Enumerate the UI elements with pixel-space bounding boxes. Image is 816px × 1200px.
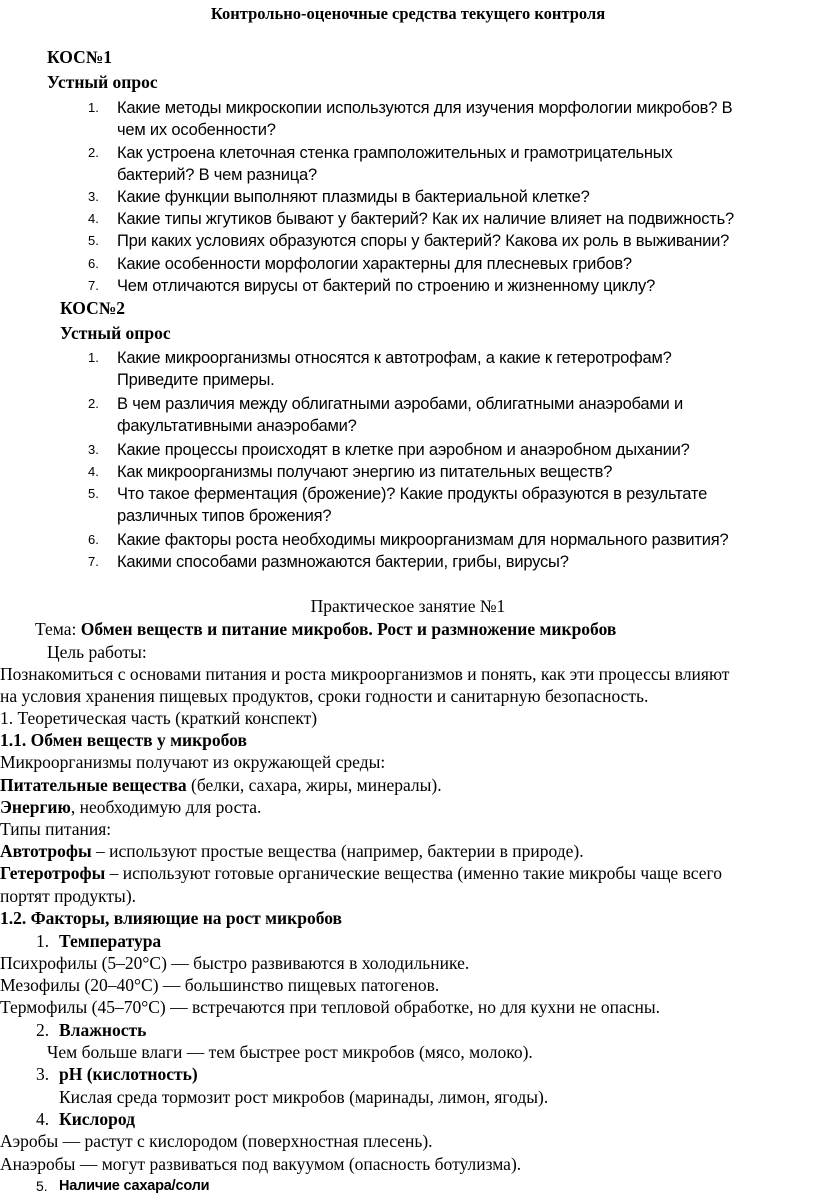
- paragraph: [0, 796, 261, 818]
- term: Питательные вещества: [0, 775, 187, 795]
- list-item: чем их особенности?: [117, 121, 276, 139]
- term-desc: (белки, сахара, жиры, минералы).: [186, 775, 442, 795]
- factor-heading: Влажность: [59, 1020, 147, 1040]
- list-item: При каких условиях образуются споры у бактерий? Какова их роль в выживании?: [117, 232, 730, 250]
- paragraph: Микроорганизмы получают из окружающей среды:: [0, 752, 386, 772]
- list-item: Как устроена клеточная стенка грамположительных и грамотрицательных: [117, 144, 673, 162]
- term-desc: – используют простые вещества (например, бактерии в природе).: [91, 841, 584, 861]
- paragraph: Психрофилы (5–20°C) — быстро развиваются в холодильнике.: [0, 953, 470, 973]
- list-number: 2.: [88, 396, 99, 411]
- goal-text: Познакомиться с основами питания и роста микроорганизмов и понять, как эти процессы влияют: [0, 664, 730, 684]
- kos2-heading: КОС№2: [60, 298, 126, 318]
- kos2-subheading: Устный опрос: [60, 323, 171, 343]
- paragraph: Типы питания:: [0, 819, 112, 839]
- list-item: Как микроорганизмы получают энергию из питательных веществ?: [117, 463, 613, 481]
- topic-text: Обмен веществ и питание микробов. Рост и размножение микробов: [80, 619, 617, 639]
- section-1-1-heading: 1.1. Обмен веществ у микробов: [0, 730, 247, 750]
- term-desc: – используют готовые органические вещества (именно такие микробы чаще всего: [105, 863, 722, 883]
- topic-label: Тема:: [35, 619, 77, 639]
- factor-number: 3.: [36, 1064, 50, 1084]
- factor-number: 5.: [36, 1178, 48, 1194]
- list-item: Какие микроорганизмы относятся к автотрофам, а какие к гетеротрофам?: [117, 349, 672, 367]
- kos1-subheading: Устный опрос: [47, 72, 158, 92]
- list-number: 4.: [88, 464, 99, 479]
- list-number: 4.: [88, 211, 99, 226]
- paragraph: [0, 840, 584, 862]
- theory-heading: 1. Теоретическая часть (краткий конспект): [0, 708, 318, 728]
- factor-number: 4.: [36, 1109, 50, 1129]
- term-desc: , необходимую для роста.: [70, 797, 262, 817]
- list-item: Какие факторы роста необходимы микроорганизмам для нормального развития?: [117, 531, 729, 549]
- paragraph: Анаэробы — могут развиваться под вакуумом (опасность ботулизма).: [0, 1154, 522, 1174]
- list-item: различных типов брожения?: [117, 507, 332, 525]
- factor-number: 1.: [36, 931, 50, 951]
- practical-title: Практическое занятие №1: [310, 596, 506, 616]
- list-item: Какие методы микроскопии используются для изучения морфологии микробов? В: [117, 99, 733, 117]
- goal-text: на условия хранения пищевых продуктов, сроки годности и санитарную безопасность.: [0, 686, 649, 706]
- list-number: 6.: [88, 256, 99, 271]
- list-number: 3.: [88, 442, 99, 457]
- paragraph: [0, 774, 442, 796]
- list-item: Чем отличаются вирусы от бактерий по строению и жизненному циклу?: [117, 277, 656, 295]
- list-number: 1.: [88, 100, 99, 115]
- list-item: Что такое ферментация (брожение)? Какие продукты образуются в результате: [117, 485, 708, 503]
- paragraph: [0, 862, 722, 884]
- list-number: 3.: [88, 189, 99, 204]
- section-1-2-heading: 1.2. Факторы, влияющие на рост микробов: [0, 908, 342, 928]
- list-item: Приведите примеры.: [117, 371, 275, 389]
- paragraph: Мезофилы (20–40°C) — большинство пищевых патогенов.: [0, 975, 440, 995]
- term: Автотрофы: [0, 841, 92, 861]
- list-item: Какие типы жгутиков бывают у бактерий? Как их наличие влияет на подвижность?: [117, 210, 734, 228]
- kos1-heading: КОС№1: [47, 47, 113, 67]
- factor-heading: pH (кислотность): [59, 1064, 198, 1084]
- paragraph: Термофилы (45–70°C) — встречаются при тепловой обработке, но для кухни не опасны.: [0, 997, 660, 1017]
- term: Энергию: [0, 797, 71, 817]
- list-item: Какими способами размножаются бактерии, грибы, вирусы?: [117, 553, 569, 571]
- topic-line: [35, 618, 616, 640]
- list-number: 6.: [88, 532, 99, 547]
- list-item: Какие функции выполняют плазмиды в бактериальной клетке?: [117, 188, 590, 206]
- document-title: Контрольно-оценочные средства текущего контроля: [210, 4, 606, 23]
- list-item: бактерий? В чем разница?: [117, 166, 317, 184]
- factor-heading: Температура: [59, 931, 162, 951]
- paragraph: Кислая среда тормозит рост микробов (маринады, лимон, ягоды).: [59, 1087, 549, 1107]
- factor-number: 2.: [36, 1020, 50, 1040]
- list-number: 1.: [88, 350, 99, 365]
- goal-label: Цель работы:: [47, 642, 147, 662]
- list-number: 2.: [88, 145, 99, 160]
- list-number: 5.: [88, 486, 99, 501]
- list-number: 7.: [88, 278, 99, 293]
- factor-heading: Кислород: [59, 1109, 135, 1129]
- paragraph: Чем больше влаги — тем быстрее рост микробов (мясо, молоко).: [47, 1042, 533, 1062]
- list-item: В чем различия между облигатными аэробами, облигатными анаэробами и: [117, 395, 683, 413]
- paragraph: портят продукты).: [0, 886, 137, 906]
- list-item: факультативными анаэробами?: [117, 417, 357, 435]
- factor-heading: Наличие сахара/соли: [59, 1178, 210, 1194]
- list-number: 5.: [88, 233, 99, 248]
- term: Гетеротрофы: [0, 863, 106, 883]
- list-number: 7.: [88, 554, 99, 569]
- list-item: Какие особенности морфологии характерны для плесневых грибов?: [117, 255, 632, 273]
- list-item: Какие процессы происходят в клетке при аэробном и анаэробном дыхании?: [117, 441, 690, 459]
- paragraph: Аэробы — растут с кислородом (поверхностная плесень).: [0, 1131, 433, 1151]
